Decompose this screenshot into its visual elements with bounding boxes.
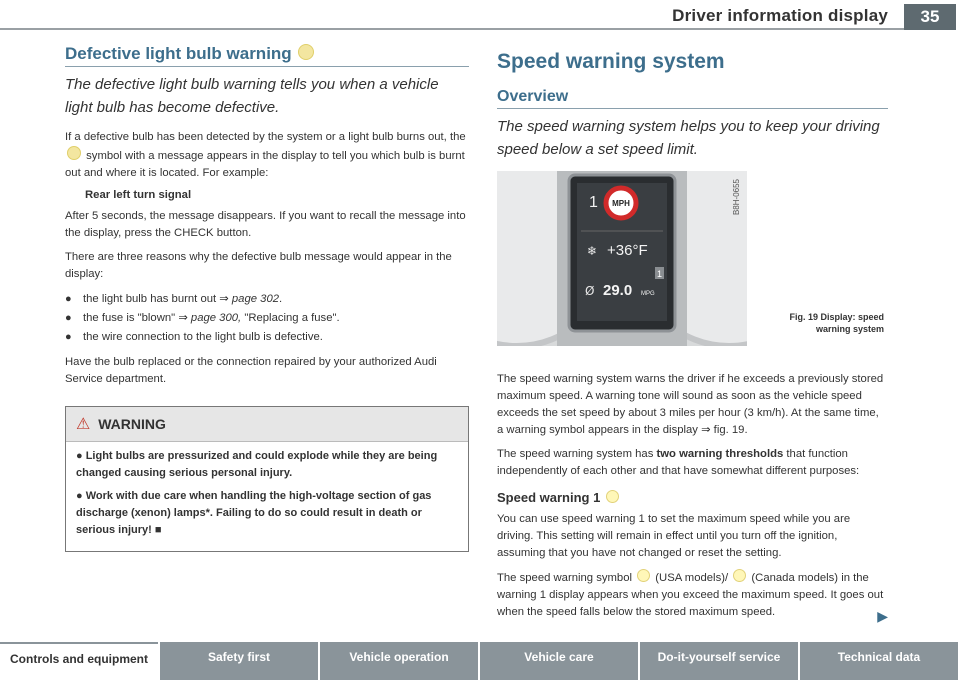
list-item: ● the fuse is "blown" ⇒ page 300, "Replacing a fuse". [65, 309, 469, 328]
consumption-value: 29.0 [603, 282, 633, 299]
tab-vehicle-operation[interactable]: Vehicle operation [320, 642, 478, 680]
paragraph: The speed warning symbol (USA models)/ (Canada models) in the warning 1 display appears when you exceed the maximum speed. It goes out when the speed falls below the stored maximum speed. ▶ [497, 569, 888, 621]
page-number: 35 [904, 4, 956, 30]
section-heading: Overview [497, 88, 569, 105]
outside-temperature: +36°F [607, 242, 648, 259]
section-rule [497, 108, 888, 109]
top-rule [0, 28, 938, 30]
bullet-dot: ● [65, 331, 72, 343]
page-reference-link[interactable]: ⇒ page 300, [178, 312, 242, 324]
left-column [65, 44, 469, 552]
bulb-warning-icon [67, 146, 81, 160]
section-heading-text: Defective light bulb warning [65, 44, 292, 63]
running-header: Driver information display [672, 6, 888, 25]
tab-do-it-yourself-service[interactable]: Do-it-yourself service [640, 642, 798, 680]
warning-triangle-icon: ⚠ [76, 416, 91, 433]
mph-label: MPH [612, 199, 630, 208]
warning-box [65, 406, 469, 552]
section-rule [65, 66, 469, 67]
bullet-dot: ● [65, 312, 72, 324]
lead-text: The speed warning system helps you to keep your driving speed below a set speed limit. [497, 118, 880, 158]
chapter-tabs [0, 642, 960, 680]
page-title: Speed warning system [497, 50, 725, 73]
list-item: ● the light bulb has burnt out ⇒ page 302. [65, 290, 469, 309]
paragraph: The speed warning system warns the driver if he exceeds a previously stored maximum speed. A warning tone will sound as soon as the vehicle speed exceeds the set speed by about 3 miles per hour (3 km/h). At the same time, a warning symbol appears in the display ⇒ fig. 19. [497, 373, 884, 436]
figure-code: B8H-0655 [732, 179, 741, 216]
bulb-warning-icon [298, 44, 314, 60]
paragraph: There are three reasons why the defective bulb message would appear in the display: [65, 251, 452, 280]
warning-header [66, 407, 468, 442]
paragraph: After 5 seconds, the message disappears. If you want to recall the message into the display, press the CHECK button. [65, 210, 466, 239]
warning-item: ● Light bulbs are pressurized and could explode while they are being changed causing serious personal injury. [76, 450, 438, 479]
paragraph: The speed warning system has two warning thresholds that function independently of each other and that have somewhat different purposes: [497, 448, 860, 477]
tab-technical-data[interactable]: Technical data [800, 642, 958, 680]
snowflake-icon: ❄ [587, 244, 598, 258]
subheading: Speed warning 1 [497, 490, 888, 505]
section-heading [65, 44, 469, 64]
trip-indicator: 1 [657, 269, 663, 279]
warning-body [66, 442, 468, 551]
average-consumption-icon: Ø [585, 284, 595, 298]
figure-caption: Fig. 19 Display: speed warning system [789, 312, 884, 334]
bullet-dot: ● [65, 293, 72, 305]
continue-arrow-icon: ▶ [877, 608, 888, 624]
display-digit: 1 [589, 194, 598, 211]
speed-warning-icon [733, 569, 746, 582]
paragraph [65, 129, 469, 182]
speed-warning-icon [637, 569, 650, 582]
warning-item: ● Work with due care when handling the high-voltage section of gas discharge (xenon) lamps*. Failing to do so could result in death or serious injury! ■ [76, 490, 432, 536]
right-column [497, 50, 888, 628]
example-text: Rear left turn signal [85, 189, 192, 201]
bullet-list [65, 290, 469, 347]
page-reference-link[interactable]: ⇒ page 302 [219, 293, 280, 305]
lead-text: The defective light bulb warning tells you when a vehicle light bulb has become defective. [65, 76, 439, 116]
paragraph-text: If a defective bulb has been detected by the system or a light bulb burns out, the [65, 131, 466, 143]
tab-vehicle-care[interactable]: Vehicle care [480, 642, 638, 680]
figure [497, 171, 888, 361]
warning-title: WARNING [98, 416, 166, 432]
tab-safety-first[interactable]: Safety first [160, 642, 318, 680]
paragraph: You can use speed warning 1 to set the maximum speed while you are driving. This setting will remain in effect until you turn off the ignition, assuming that you have not changed or reset the setting. [497, 513, 851, 559]
speed-warning-icon [606, 490, 619, 503]
emphasis: two warning thresholds [656, 448, 784, 460]
speed-warning-display-image [497, 171, 747, 346]
tab-controls-and-equipment[interactable]: Controls and equipment [0, 642, 158, 680]
paragraph-text: symbol with a message appears in the display to tell you which bulb is burnt out and where it is located. For example: [65, 150, 465, 179]
list-item: ● the wire connection to the light bulb is defective. [65, 328, 469, 347]
consumption-unit: MPG [641, 291, 655, 297]
paragraph: Have the bulb replaced or the connection repaired by your authorized Audi Service department. [65, 356, 437, 385]
